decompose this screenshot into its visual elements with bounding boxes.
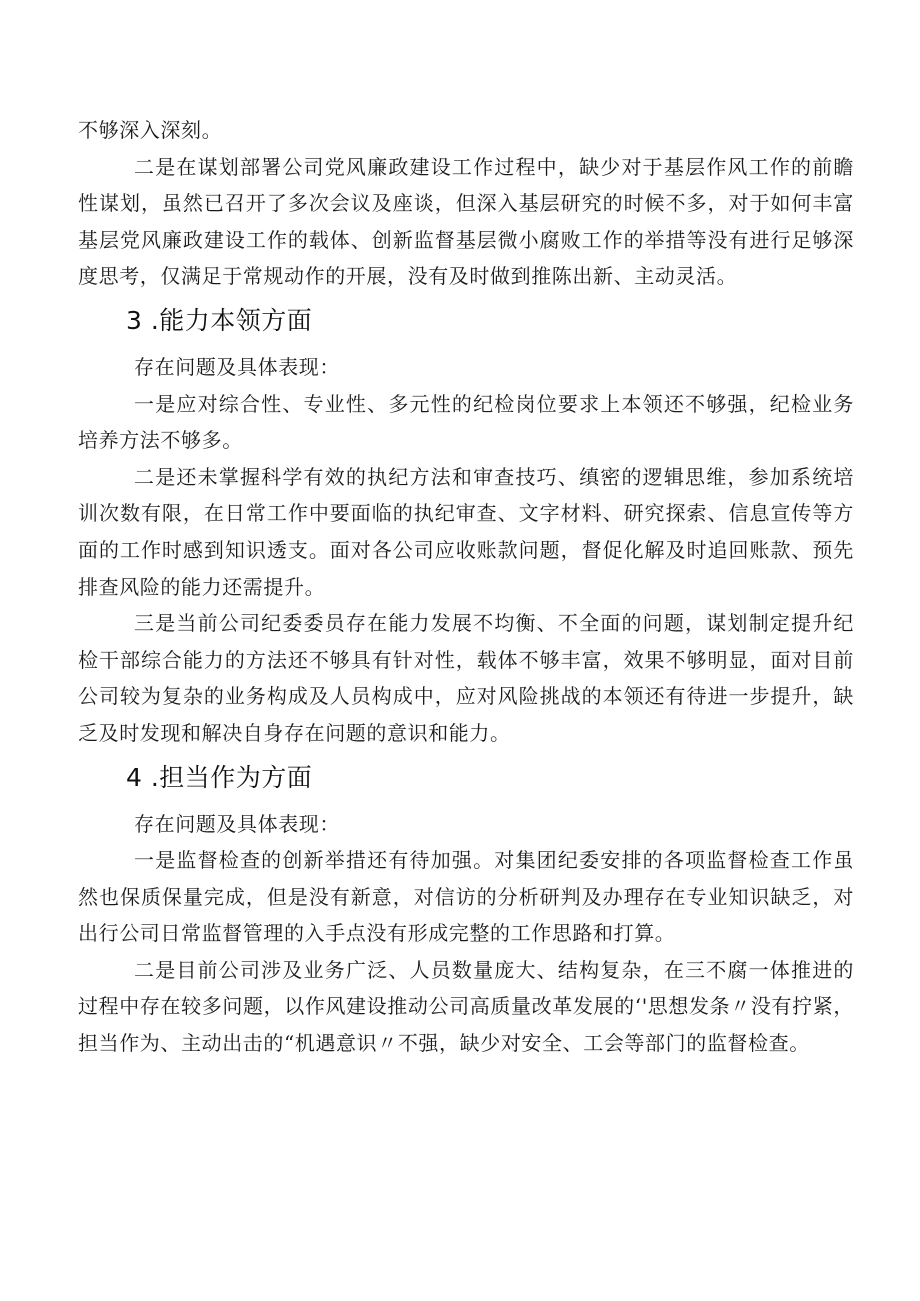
paragraph-ability-issue-3: 三是当前公司纪委委员存在能力发展不均衡、不全面的问题，谋划制定提升纪检干部综合能力的方法还不够具有针对性，载体不够丰富，效果不够明显，面对目前公司较为复杂的业务构成及人员构成中，应对风险挑战的本领还有待进一步提升，缺乏及时发现和解决自身存在问题的意识和能力。 xyxy=(78,611,854,745)
paragraph-issues-intro: 存在问题及具体表现： xyxy=(134,354,340,379)
paragraph-issues-intro-2: 存在问题及具体表现： xyxy=(134,811,340,836)
section-heading-responsibility: 4 .担当作为方面 xyxy=(126,762,313,792)
paragraph-ability-issue-1: 一是应对综合性、专业性、多元性的纪检岗位要求上本领还不够强，纪检业务培养方法不够多。 xyxy=(78,391,854,453)
document-page xyxy=(78,112,854,1062)
paragraph-responsibility-issue-2: 二是目前公司涉及业务广泛、人员数量庞大、结构复杂，在三不腐一体推进的过程中存在较多问题，以作风建设推动公司高质量改革发展的‘'思想发条〃没有拧紧，担当作为、主动出击的“机遇意识〃不强，缺少对安全、工会等部门的监督检查。 xyxy=(78,957,854,1056)
paragraph-planning-issue: 二是在谋划部署公司党风廉政建设工作过程中，缺少对于基层作风工作的前瞻性谋划，虽然已召开了多次会议及座谈，但深入基层研究的时候不多，对于如何丰富基层党风廉政建设工作的载体、创新监督基层微小腐败工作的举措等没有进行足够深度思考，仅满足于常规动作的开展，没有及时做到推陈出新、主动灵活。 xyxy=(78,154,854,289)
paragraph-continuation: 不够深入深刻。 xyxy=(78,118,223,142)
paragraph-ability-issue-2: 二是还未掌握科学有效的执纪方法和审查技巧、缜密的逻辑思维，参加系统培训次数有限，在日常工作中要面临的执纪审查、文字材料、研究探索、信息宣传等方面的工作时感到知识透支。面对各公司应收账款问题，督促化解及时追回账款、预先排查风险的能力还需提升。 xyxy=(78,464,854,599)
section-heading-ability: 3 .能力本领方面 xyxy=(126,305,313,335)
paragraph-responsibility-issue-1: 一是监督检查的创新举措还有待加强。对集团纪委安排的各项监督检查工作虽然也保质保量完成，但是没有新意，对信访的分析研判及办理存在专业知识缺乏，对出行公司日常监督管理的入手点没有形成完整的工作思路和打算。 xyxy=(78,848,854,946)
